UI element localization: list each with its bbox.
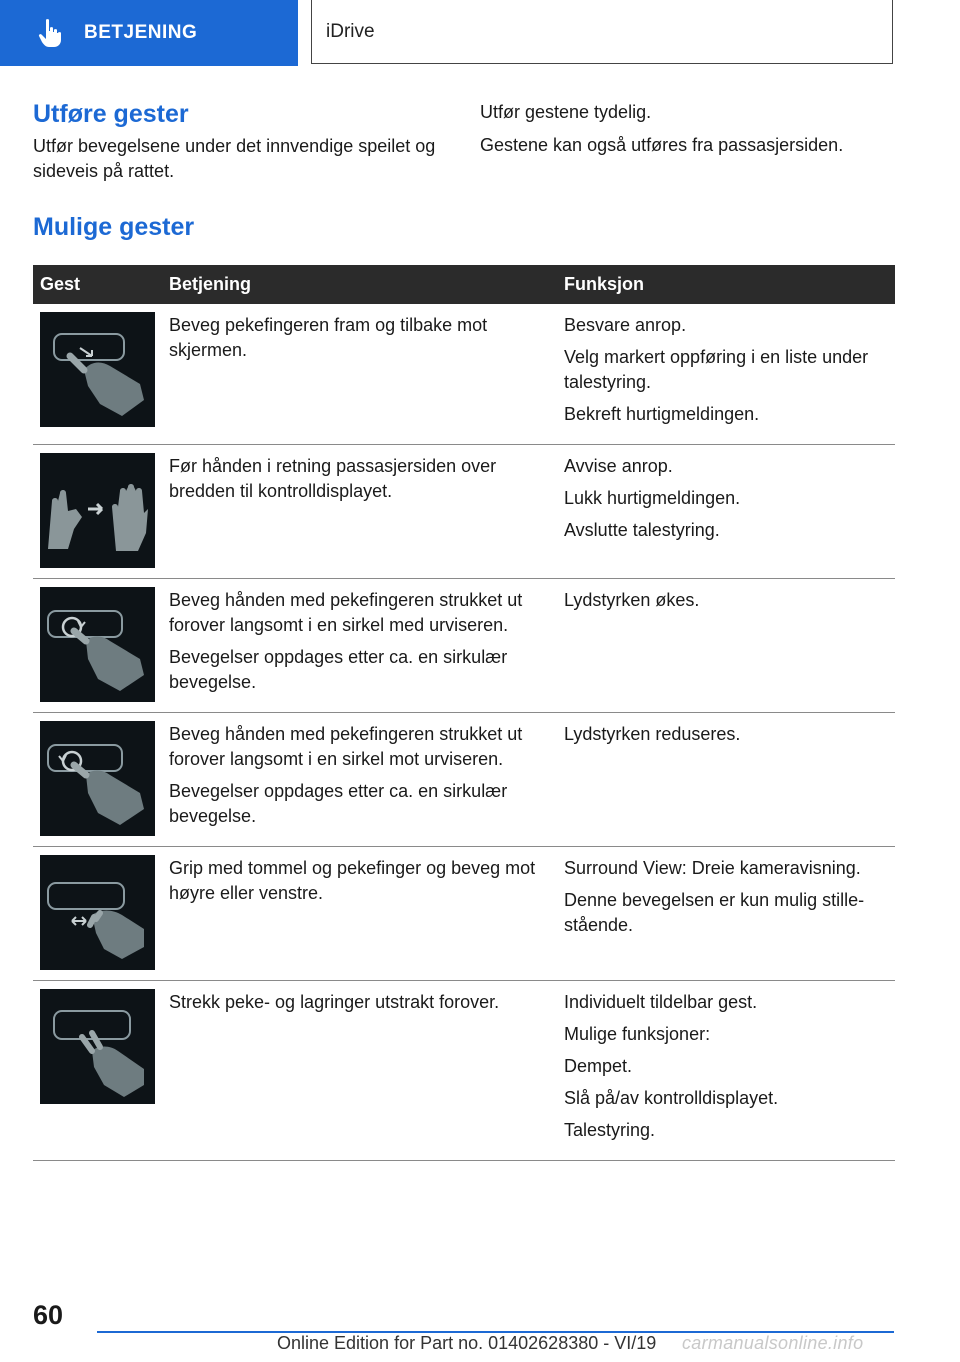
- operation-text: Før hånden i retning passasjersiden over bredden til kontrolldisplayet.: [169, 456, 497, 501]
- function-text: Dempet.: [564, 1056, 633, 1076]
- gesture-swipe-hand-icon: [40, 453, 155, 568]
- intro-right-column: [480, 100, 895, 166]
- watermark: carmanualsonline.info: [682, 1333, 864, 1353]
- function-text: Lukk hurtigmeldingen.: [564, 488, 741, 508]
- gesture-image-cell: [33, 847, 162, 981]
- operation-text: Bevegelser oppdages etter ca. en sirkulær bevegelse.: [169, 647, 508, 692]
- table-header-row: [33, 265, 895, 304]
- function-cell: [557, 445, 895, 579]
- column-header-betjening: Betjening: [162, 265, 557, 304]
- function-text: Denne bevegelsen er kun mulig stillestående.: [564, 890, 865, 935]
- gestures-table: [33, 265, 895, 1161]
- operation-text: Bevegelser oppdages etter ca. en sirkulær bevegelse.: [169, 781, 508, 826]
- section-tab: [0, 0, 298, 66]
- function-text: Slå på/av kontrolldisplayet.: [564, 1088, 779, 1108]
- intro-heading: Utføre gester: [33, 100, 189, 128]
- column-header-gest: Gest: [33, 265, 162, 304]
- gesture-two-fingers-icon: [40, 989, 155, 1104]
- section-heading-mulige-gester: Mulige gester: [33, 213, 195, 241]
- column-header-funksjon: Funksjon: [557, 265, 895, 304]
- operation-text: Beveg hånden med pekefingeren strukket ut forover langsomt i en sirkel med urviseren.: [169, 590, 523, 635]
- gesture-circle-clockwise-icon: [40, 587, 155, 702]
- function-text: Surround View: Dreie kameravisning.: [564, 858, 861, 878]
- operation-cell: [162, 579, 557, 713]
- page-number: 60: [33, 1300, 64, 1330]
- function-text: Bekreft hurtigmeldingen.: [564, 404, 760, 424]
- intro-right-paragraph: Gestene kan også utføres fra passasjersiden.: [480, 135, 844, 155]
- gesture-pinch-rotate-icon: [40, 855, 155, 970]
- function-text: Velg markert oppføring i en liste under talestyring.: [564, 347, 869, 392]
- function-text: Lydstyrken økes.: [564, 590, 700, 610]
- gesture-image-cell: [33, 981, 162, 1161]
- function-text: Avvise anrop.: [564, 456, 673, 476]
- section-title: BETJENING: [84, 22, 198, 43]
- operation-cell: [162, 847, 557, 981]
- gesture-image-cell: [33, 713, 162, 847]
- chapter-tab: [311, 0, 893, 64]
- gesture-image-cell: [33, 579, 162, 713]
- operation-text: Grip med tommel og pekefinger og beveg mot høyre eller venstre.: [169, 858, 536, 903]
- gesture-image-cell: [33, 304, 162, 445]
- function-text: Mulige funksjoner:: [564, 1024, 711, 1044]
- footer-edition: Online Edition for Part no. 01402628380 - VI/19: [277, 1333, 657, 1353]
- function-text: Avslutte talestyring.: [564, 520, 720, 540]
- table-row: [33, 579, 895, 713]
- operation-cell: [162, 445, 557, 579]
- function-text: Besvare anrop.: [564, 315, 687, 335]
- table-row: [33, 713, 895, 847]
- operation-cell: [162, 304, 557, 445]
- intro-text: Utfør bevegelsene under det innvendige speilet og sideveis på rattet.: [33, 136, 436, 181]
- intro-right-paragraph: Utfør gestene tydelig.: [480, 102, 652, 122]
- operation-cell: [162, 713, 557, 847]
- table-row: [33, 445, 895, 579]
- hand-pointer-icon: [38, 18, 64, 48]
- operation-text: Strekk peke- og lagringer utstrakt forover.: [169, 992, 500, 1012]
- gesture-image-cell: [33, 445, 162, 579]
- table-row: [33, 981, 895, 1161]
- table-row: [33, 304, 895, 445]
- function-cell: [557, 981, 895, 1161]
- function-text: Individuelt tildelbar gest.: [564, 992, 758, 1012]
- operation-text: Beveg pekefingeren fram og tilbake mot skjermen.: [169, 315, 488, 360]
- operation-text: Beveg hånden med pekefingeren strukket ut forover langsomt i en sirkel mot urviseren.: [169, 724, 523, 769]
- function-text: Talestyring.: [564, 1120, 656, 1140]
- function-text: Lydstyrken reduseres.: [564, 724, 741, 744]
- function-cell: [557, 713, 895, 847]
- operation-cell: [162, 981, 557, 1161]
- gesture-point-forward-back-icon: [40, 312, 155, 427]
- table-row: [33, 847, 895, 981]
- function-cell: [557, 579, 895, 713]
- function-cell: [557, 304, 895, 445]
- intro-left-column: [33, 100, 453, 184]
- page-header: [0, 0, 960, 66]
- gesture-circle-counterclockwise-icon: [40, 721, 155, 836]
- chapter-title: iDrive: [326, 20, 375, 42]
- function-cell: [557, 847, 895, 981]
